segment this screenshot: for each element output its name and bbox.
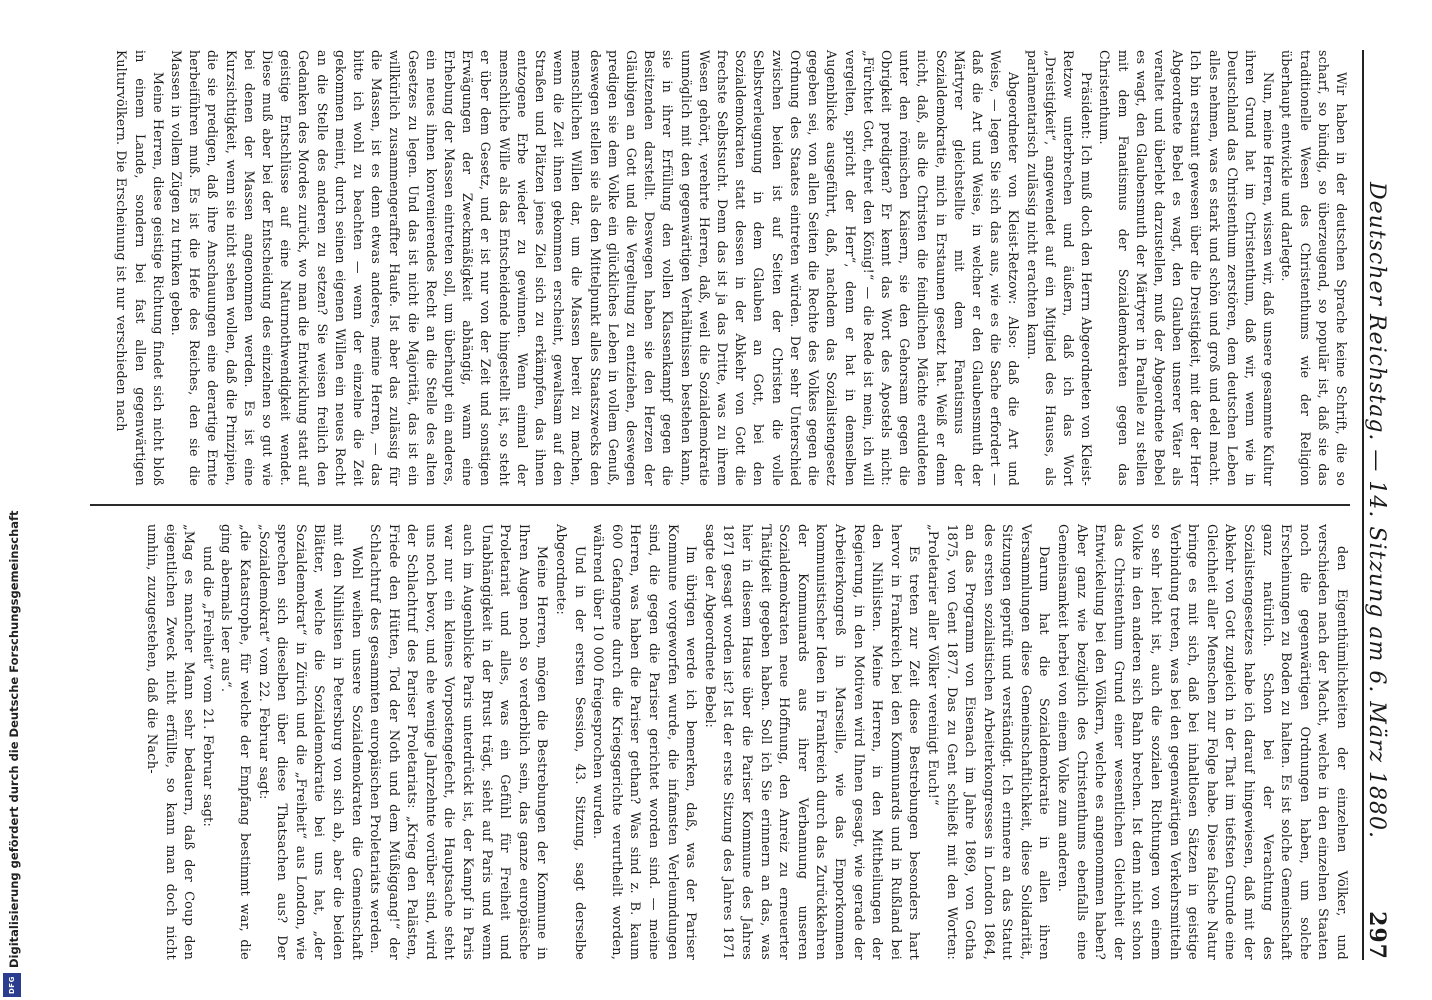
paragraph: Wir haben in der deutschen Sprache keine Schrift, die so scharf, so bündig, so überzeugend, so populär ist, daß sie das traditionelle Wesen des Christenthums wie der Religion überhaupt entwickle und darlegte.	[1279, 50, 1349, 486]
paragraph: „die Katastrophe, für welche der Empfang bestimmt war, die ging abermals leer aus“.	[218, 524, 252, 960]
paragraph: Präsident: Ich muß doch den Herrn Abgeordneten von Kleist-Retzow unterbrechen und äußern, daß ich das Wort „Dreistigkeit“, angewendet auf ein Mitglied des Hauses, als parlamentarisch zulässig nicht erachten kann.	[1024, 50, 1095, 486]
paragraph: Wohl weihen unsere Sozialdemokraten die Gemeinschaft mit den Nihilisten in Petersburg von sich ab, aber die beiden Blätter, welche die Sozialdemokratie bei uns hat, „der Sozialdemokrat“ in Zürich und die „Freiheit“ aus London, wie sprechen sich dieselben über diese Thatsachen aus? Der „Sozialdemokrat“ vom 22. Februar sagt:	[255, 524, 364, 960]
paragraph: Abgeordneter von Kleist-Retzow: Also: daß die Art und Weise, — legen Sie sich das aus, wie es die Sache erfordert — daß die Art und Weise, in welcher er den Glaubensmuth der Märtyrer gleichstellte mit dem Fanatismus der Sozialdemokratie, mich in Erstaunen gesetzt hat. Weiß er denn nicht, daß, als die Christen die feindlichen Mächte erduldeten unter den römischen Kaisern, sie den Gehorsam gegen die Obrigkeit predigten? Er kennt das Wort des Apostels nicht: „Fürchtet Gott, ehret den König!“ — die Rede ist mein, ich will vergelten, spricht der Herr“, denn er hat in demselben Augenblicke ausgeführt, daß, nachdem das Sozialistengesetz gegeben sei, von allen Seiten die Rechte des Volkes gegen die Ordnung des Staates eintreten würden. Der sehr Unterschied zwischen beiden ist auf Seiten der Christen die volle Selbstverleugnung in dem Glauben an Gott, bei den Sozialdemokraten statt dessen in der Abkehr von Gott die frechste Selbstsucht. Denn das ist ja das Dritte, was zu ihrem Wesen gehört, verehrte Herren, daß, weil die Sozialdemokratie unmöglich mit den gegenwärtigen Verhältnissen bestehen kann, sie in ihrer Erfüllung den vollen Klassenkampf gegen die Besitzenden darstellt. Deswegen haben sie den Herzen der Gläubigen an Gott und die Vergeltung zu entziehen, deswegen predigen sie dem Volke ein glückliches Leben in vollem Genuß, deswegen stellen sie als den Mittelpunkt alles Staatszwecks den menschlichen Willen dar, um die Massen bereit zu machen, wenn die Zeit ihnen gekommen erscheint, gewaltsam auf den Straßen und Plätzen jenes Ziel sich zu erkämpfen, das ihnen entzogene Erbe wieder zu gewinnen. Wenn einmal der menschliche Wille als das Entscheidende hingestellt ist, so steht er über dem Gesetz, und er ist nur von der Zeit und sonstigen Erwägungen der Zweckmäßigkeit abhängig, wann eine Erhebung der Massen eintreten soll, um überhaupt ein anderes, ein neues ihnen konvenierendes Recht an die Stelle des alten Gesetzes zu legen. Und das ist nicht die Majorität, das ist ein willkürlich zusammengeraffter Haufe. Ist aber das zulässig für die Massen, ist es denn etwas anderes, meine Herren, — das bitte ich wohl zu beachten — wenn der einzelne die Zeit gekommen meint, durch seinen eigenen Willen ein neues Recht an die Stelle des anderen zu setzen? Sie weisen freilich den Gedanken des Mordes zurück, wo man die Entwicklung statt auf geistige Entschlüsse auf eine Naturnothwendigkeit wendet. Diese muß aber bei der Entscheidung des einzelnen so gut wie bei denen der Massen angenommen werden. Es ist eine Kurzsichtigkeit, wenn sie nicht sehen wollen, daß die Prinzipien, die sie predigen, daß ihre Anschauungen eine derartige Ernte herbeiführen muß. Es ist die Hefe des Reiches, den sie die Massen in vollem Zügen zu trinken geben.	[169, 50, 1022, 486]
paragraph: Meine Herren, mögen die Bestrebungen der Kommune in Ihren Augen noch so verderblich sein, das ganze europäische Proletariat und alles, was ein Gefühl für Freiheit und Unabhängigkeit in der Brust trägt, sieht auf Paris und wenn auch im Augenblicke Paris unterdrückt ist, der Kampf in Paris war nur ein kleines Vorpostengefecht, die Hauptsache steht uns noch bevor, und ehe wenige Jahrzehnte vorüber sind, wird der Schlachtruf des Pariser Proletariats: „Krieg den Palästen, Friede den Hütten, Tod der Noth und dem Müßiggang!“ der Schlachtruf des gesammten europäischen Proletariats werden.	[367, 524, 550, 960]
paragraph: Es treten zur Zeit diese Bestrebungen besonders hart hervor in Frankreich bei den Kommunards und in Rußland bei den Nihilisten. Meine Herren, in den Mittheilungen der Regierung, in den Motiven wird Ihnen gesagt, wie gerade der Arbeiterkongreß in Marseille, wie das Emporkommen kommunistischer Ideen in Frankreich durch das Zurückkehren der Kommunards aus ihrer Verbannung unseren Sozialdemokraten neue Hoffnung, den Anreiz zu erneuerter Thätigkeit gegeben haben. Soll ich Sie erinnern an das, was hier in diesem Hause über die Pariser Kommune des Jahres 1871 gesagt worden ist? Ist der erste Sitzung des Jahres 1871 sagte der Abgeordnete Bebel:	[701, 524, 922, 960]
column-divider	[90, 504, 1350, 506]
paragraph: und die „Freiheit“ vom 21. Februar sagt:	[199, 546, 215, 828]
paragraph: den Eigenthümlichkeiten der einzelnen Völker, und verschieden nach der Macht, welche in den einzelnen Staaten noch die gegenwärtigen Ordnungen haben, um solche Erscheinungen zu Boden zu halten. Es ist solche Gemeinschaft ganz natürlich. Schon bei der Verachtung des Sozialistengesetzes habe ich darauf hingewiesen, daß mit der Abkehr von Gott zugleich in der That im tiefsten Grunde eine Gleichheit aller Menschen zur Folge habe. Diese falsche Natur bringe es mit sich, daß bei inhaltlosen Sätzen in geistige Verbindung treten, was bei den gegenwärtigen Verkehrsmitteln so sehr leicht ist, auch die sozialen Richtungen von einem Volke in den anderen sich Bahn brechen. Ist denn nicht schon das Christenthum Grund einer wesentlichen Gleichheit der Entwickelung bei den Völkern, welche es angenommen haben? Aber ganz wie bezüglich des Christenthums ebenfalls eine Gemeinsamkeit herbei von einem Volke zum anderen.	[1055, 524, 1349, 960]
digitization-strip	[0, 0, 26, 1000]
running-title: Deutscher Reichstag. — 14. Sitzung am 6. März 1880.	[1364, 182, 1389, 840]
paragraph: Im übrigen werde ich bemerken, daß, was der Pariser Kommune vorgeworfen wurde, die infamsten Verleumdungen sind, die gegen die Pariser gerichtet worden sind. — meine Herren, was haben die Pariser gethan? Was sind z. B. kaum 600 Gefangene durch die Kriegsgerichte verurtheilt worden, während über 10 000 freigesprochen wurden.	[590, 524, 699, 960]
text-column-left	[90, 50, 1350, 486]
paragraph: „Mag es mancher Mann sehr bedauern, daß der Coup den eigentlichen Zweck nicht erfüllte, so kann man doch nicht umhin, zuzugestehen, daß die Nach-	[144, 524, 197, 960]
page-header	[1362, 50, 1398, 960]
text-column-right	[90, 524, 1350, 960]
paragraph: Nun, meine Herren, wissen wir, daß unsere gesammte Kultur ihren Grund hat im Christenthum, daß wir, wenn wie in Deutschland das Christenthum zerstören, dem deutschen Leben alles nehmen, was es stark und schön und groß und edel macht. Ich bin erstaunt gewesen über die Dreistigkeit, mit der der Herr Abgeordnete Bebel es wagt, den Glauben unserer Väter als veraltet und überlebt darzustellen, muß der Abgeordnete Bebel es wagt, den Glaubensmuth der Märtyrer in Parallele zu stellen mit dem Fanatismus der Sozialdemokraten gegen das Christenthum.	[1097, 50, 1277, 486]
paragraph: Und in der ersten Session, 43. Sitzung, sagt derselbe Abgeordnete:	[553, 524, 587, 960]
page-number: 297	[1364, 911, 1390, 960]
paragraph: Darum hat die Sozialdemokratie in allen ihren Versammlungen diese Gemeinschaftlichkeit, diese Solidarität, Sitzungen geprüft und verständigt. Ich erinnere an das Statut des ersten sozialistischen Arbeiterkongresses in London 1864, an das Programm von Eisenach im Jahre 1869, von Gotha 1875, von Gent 1877. Das zu Gent schließt mit den Worten: „Proletarier aller Völker vereinigt Euch!“	[924, 524, 1052, 960]
digitization-note: Digitalisierung gefördert durch die Deutsche Forschungsgemeinschaft	[7, 510, 21, 968]
dfg-logo: DFG	[3, 973, 21, 997]
rotated-scan	[60, 30, 1420, 980]
paragraph: Meine Herren, diese geistige Richtung findet sich nicht bloß in einem Lande, sondern bei fast allen gegenwärtigen Kulturvölkern. Die Erscheinung ist nur verschieden nach	[114, 50, 166, 486]
